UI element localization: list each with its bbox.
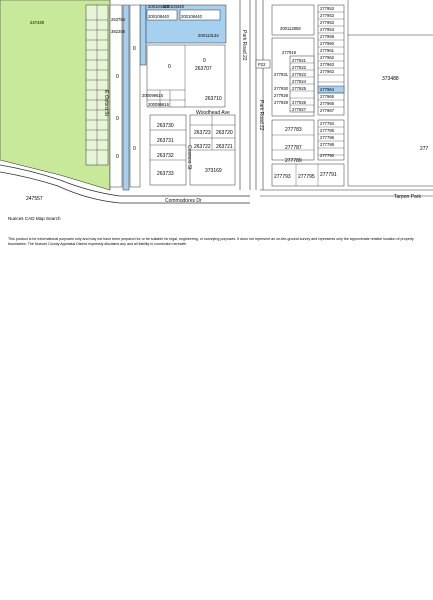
- parcel-label: 277930: [274, 86, 288, 91]
- parcel-label: 277926: [292, 100, 306, 105]
- parcel-label: 200113134: [198, 33, 219, 38]
- parcel-label: 277921: [292, 58, 306, 63]
- parcel-label: 277965: [320, 94, 334, 99]
- parcel-label: 263707: [195, 66, 212, 72]
- parcel-label: 277923: [292, 72, 306, 77]
- parcel-label: 277929: [274, 100, 288, 105]
- p22-shield: [256, 60, 270, 68]
- street-label: Park Road 22: [258, 100, 264, 131]
- parcel-label: 277924: [292, 79, 306, 84]
- parcel-label: 277786: [320, 135, 334, 140]
- parcel-label: 263722: [194, 144, 211, 150]
- parcel-label: 277959: [320, 34, 334, 39]
- parcel-label: 277925: [292, 86, 306, 91]
- parcel-label: 277927: [292, 107, 306, 112]
- street-label: Woodhead Ave: [196, 110, 230, 116]
- parcel-label: 277967: [320, 108, 334, 113]
- parcel-label: 0: [133, 146, 136, 152]
- parcel-label: 263730: [157, 123, 174, 129]
- parcel-label: 277922: [292, 65, 306, 70]
- parcel-label: 200099616: [148, 102, 169, 107]
- parcel-label: 200112858: [280, 26, 301, 31]
- parcel-label: 263754: [111, 17, 125, 22]
- parcel-label: 0: [203, 58, 206, 64]
- parcel-label: 200099615: [142, 93, 163, 98]
- parcel-label: 277789: [285, 158, 302, 164]
- parcel-label: 200104440: [163, 4, 184, 9]
- parcel-label: 200104440: [148, 4, 169, 9]
- street-label: Park Road 22: [241, 30, 247, 61]
- parcel-label: 263710: [205, 96, 222, 102]
- parcel-label: 0: [168, 64, 171, 70]
- parcel-label: 247429: [30, 20, 44, 25]
- parcel-label: 277953: [320, 27, 334, 32]
- street-label: Tarpon Park: [394, 194, 421, 200]
- parcel-label: 277793: [274, 174, 291, 180]
- parcel-label: 277790: [320, 153, 334, 158]
- parcel-label: 277783: [285, 127, 302, 133]
- parcel-label: 277966: [320, 101, 334, 106]
- parcel-label: 277928: [274, 93, 288, 98]
- parcel-label: 0: [116, 154, 119, 160]
- parcel-label: 0: [133, 46, 136, 52]
- parcel-label: 277787: [285, 145, 302, 151]
- parcel-label: 0: [116, 74, 119, 80]
- parcel-label: 277963: [320, 62, 334, 67]
- parcel-label: 277953: [320, 20, 334, 25]
- parcel-label: 0: [116, 116, 119, 122]
- parcel-label: 247557: [26, 196, 43, 202]
- parcel-label: 277785: [320, 128, 334, 133]
- parcel-label: 277784: [320, 121, 334, 126]
- parcel-label: 263723: [194, 130, 211, 136]
- disclaimer-text: This product is for informational purposes only and may not have been prepared for or be suitable for legal, engineering, or surveying purposes. It does not represent an on-the-ground survey and represents only the approximate relative location of property boundaries. The Nueces County Appraisal District expressly disclaims any and all liability in connection herewith.: [8, 237, 414, 247]
- parcel-label: 277795: [298, 174, 315, 180]
- parcel-label: 277960: [320, 41, 334, 46]
- highlight-strip-mid: [140, 5, 146, 65]
- map-title: Nueces CAD Map Search: [8, 216, 61, 221]
- parcel-label: 277962: [320, 55, 334, 60]
- parcel-label: 277953: [320, 13, 334, 18]
- parcel-label: 263733: [157, 171, 174, 177]
- parcel-label: 277931: [274, 72, 288, 77]
- parcel-label: 200108440: [181, 14, 202, 19]
- parcel-label: 263721: [216, 144, 233, 150]
- street-label: Cosmos St: [186, 145, 192, 170]
- parcel-label: 373488: [382, 76, 399, 82]
- map-canvas: [0, 0, 433, 205]
- parcel-label: 277919: [282, 50, 296, 55]
- parcel-label: 263731: [157, 138, 174, 144]
- parcel-label: 263720: [216, 130, 233, 136]
- parcel-label: 373169: [205, 168, 222, 174]
- parcel-label: 277788: [320, 142, 334, 147]
- svg-text:P22: P22: [258, 62, 266, 67]
- parcel-label: 263732: [157, 153, 174, 159]
- parcel-label: 277: [420, 146, 429, 152]
- parcel-label: 277791: [320, 172, 337, 178]
- parcel-label: 277964: [320, 87, 334, 92]
- parcel-map[interactable]: [0, 0, 433, 205]
- parcel-label: 200108440: [148, 14, 169, 19]
- parcel-label: 277961: [320, 48, 334, 53]
- street-label: E Oxford St: [103, 90, 109, 116]
- parcel-label: 277953: [320, 6, 334, 11]
- parcel-label: 277963: [320, 69, 334, 74]
- parcel-label: 382206: [111, 29, 125, 34]
- street-label: Commodores Dr: [165, 198, 202, 204]
